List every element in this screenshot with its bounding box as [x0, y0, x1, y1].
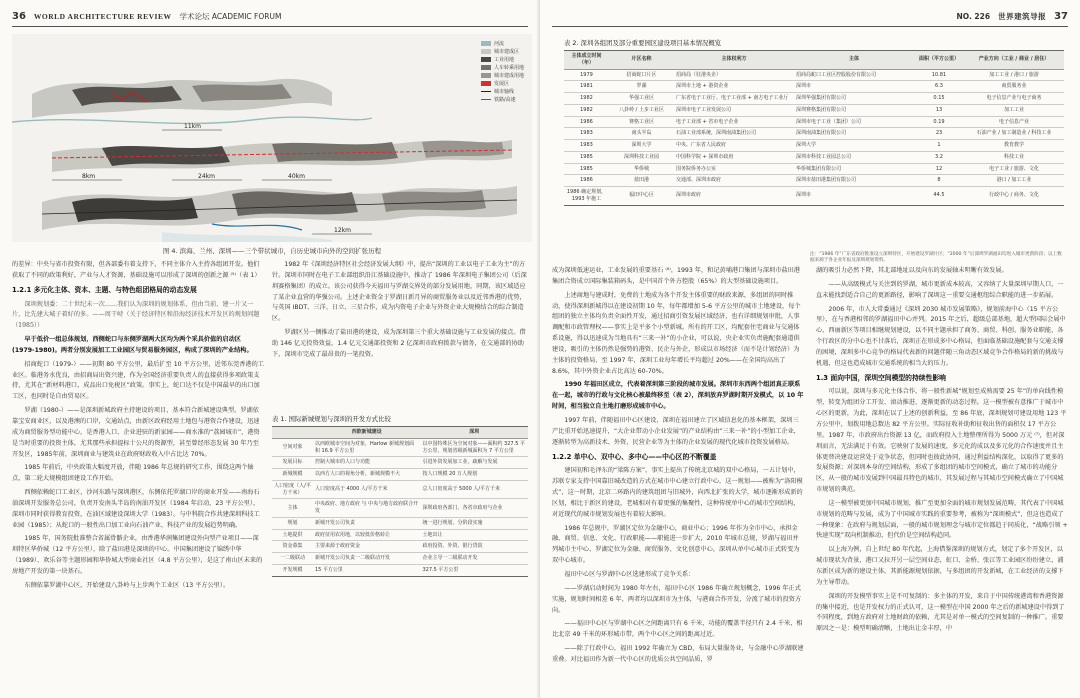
table-1-cell: 以西方人口的视角分析，新城规模不大 [313, 469, 421, 481]
table-2-cell: 八卦岭 / 上步工业区 [609, 104, 674, 116]
scale-label-4: 40km [288, 173, 305, 180]
table-1-header-row [272, 427, 528, 439]
paragraph: 的差异：中央与省市投资有限，但各部委有着支持下，不同主体介入主持各组团开发。他们获取了不同的政策利好，产业与人才资源，基础设施可以形成了深圳的创新之源 ⁽⁵⁾（表 1） [12, 261, 261, 279]
paragraph: ——罗湖启动时间为 1980 年左右，福田中心区 1986 年确立规划概念，1996 年正式实施，规划时间相差 6 年，两者均以深圳市为主体，与港商合作开发，分流了城市的投资方向。 [552, 584, 802, 614]
table-2-cell: 深圳市盐田港集团有限公司 [794, 175, 914, 187]
left-column-1 [12, 260, 264, 694]
table-1-cell: 发展目标 [272, 457, 313, 469]
table-2-cell: 1979 [564, 69, 609, 81]
table-1-cell: 统一进行规划，分阶段实施 [420, 517, 528, 529]
table-2-cell: 中央、广东省人民政府 [674, 140, 794, 152]
table-2-row [564, 163, 1064, 175]
table-1-cell: 新城开发公司负责 [313, 517, 421, 529]
table-1-cell: 引进外资发展加工业，疏解与发展 [420, 457, 528, 469]
table-2-cell: 赛格工业区 [609, 116, 674, 128]
table-2-row [564, 81, 1064, 93]
table-1-header-cell: 西欧新城建设 [313, 427, 421, 439]
table-2-cell: 招商蛇口片区 [609, 69, 674, 81]
table-2-header-cell: 主体权利方 [674, 51, 794, 70]
table-1-header-cell: 深圳 [420, 427, 528, 439]
right-page-number: 37 [1054, 10, 1068, 22]
scale-label-2: 8km [82, 173, 96, 180]
legend-item: 铁路/高速 [493, 97, 516, 103]
table-2-cell: 深圳市科技工业园总公司 [794, 151, 914, 163]
table-1-cell: 总人口密度高于 5000 人/平方千米 [420, 480, 528, 499]
table-2-cell: 1985 [564, 151, 609, 163]
table-1-cell: 以西欧城市空间为对象，Harlow 新城规划面积 16.9 平方公里 [313, 438, 421, 457]
table-2-cell: 1983 [564, 140, 609, 152]
table-2-cell: 电子信息产业 [964, 116, 1064, 128]
table-2 [564, 50, 1064, 206]
table-2-row [564, 93, 1064, 105]
table-2-header-cell: 主体成立时间（年） [564, 51, 609, 70]
table-2-cell: 罗湖 [609, 81, 674, 93]
table-2-cell: 44.5 [914, 187, 964, 206]
table-1-row [272, 564, 528, 576]
legend-item: 工业用地 [493, 57, 514, 63]
paragraph: 上述商地与建成时，免费的土地成为各个开发主体重要的财政来源，多组团的同时推动，使得深圳新城得以在建设初期 10 年，每年都增加 5-6 平方公里的城市土地建设，每个组团的独立主体均负责全面性开发，通过招商引资发展区域经济，也有详细规划审批，人事调配和市政管理权——事实上是平多个小型新城。所有的开工区，均配套住宅商业与交通体系设施，得以迅速成为当地具有“三来一补”的小企业，可以说，央企业实负责施配套通道供建设，吸引的主体仍然是强势的港资、民企与外企，形成以市场经济（而不是计划经济）为主体的投资格局，至 1997 年，深圳工业每年增长平均超过 20%——在全国均高出了 8.6%，其中外资企业占比高达 60-70%。 [552, 291, 801, 375]
table-2-cell: 电子信息产业与电子商务 [964, 93, 1064, 105]
legend-item: 城市建成区 [493, 49, 519, 55]
table-2-row [564, 175, 1064, 187]
paragraph: 深圳的开发模型事实上是不可复制的：多主体的开发，来自于中国传统港湾和香港资源的集中接近，也是开发权力的正式认可，这一模型在中国 2000 年之后的新城建设中得到了不同程度，到地方政府对土地财政的依赖，尤其是对单一模式的空间复制的一种推广。重要原因之一是：模型明确清晰，土地出让金丰厚，中 [816, 592, 1065, 633]
table-2-cell: 中国科学院 + 深圳市政府 [674, 151, 794, 163]
table-1-row [272, 553, 528, 565]
paragraph: ——从高级模式与关注到的罗湖，城市更新成本较高，又容纳了大量深圳早期人口，一直未能找到适合自己的更新路径，影响了深圳这一重要交通枢纽综合职能的进一步拓展。 [816, 280, 1064, 299]
paragraph: 西侧依赖蛇口工业区、沙河东路与深圳港区，东侧依托罗湖口岸的商业开发——南海石油深圳开发服务总公司，负责开发南头半岛的南油开发区（1984 年启动，23 平方公里），深圳市同时获得教育投资，在油区域建设深圳大学（1983）。与中科院合作共建深圳科技工业园（1985）；从蛇口的一般性出口加工业向石油产业、科技产业的发展趋势明确。 [12, 489, 260, 529]
table-2-cell: 行政中心 / 商务、文化 [964, 187, 1064, 206]
legend-item: 城市轴线 [493, 89, 514, 95]
table-2-cell: 深圳科技工业园 [609, 151, 674, 163]
paragraph: ——除了行政中心，福田 1992 年确立为 CBD，布局大量服务业，与金融中心罗湖联建重叠。对比福田作为新一代中心区的优质公共空间品质，罗 [552, 645, 804, 663]
table-2-note: 注：“1986 年”广东省政府批准设立深圳特区，开始建设罗湖片区；“2000 年”后深圳罗湖福田均进入城市更新阶段；以上数据来源于各企业年报及深圳规划资料。 [810, 252, 1062, 264]
paragraph [552, 380, 804, 413]
table-2-cell: 福田中心区 [609, 187, 674, 206]
table-1-cell: 规划 [272, 517, 313, 529]
right-running-head [956, 8, 1068, 24]
right-column-2 [816, 266, 1068, 694]
right-page [540, 0, 1080, 698]
map-svg [12, 34, 532, 242]
table-2-cell: 1986 [564, 175, 609, 187]
table-2-cell: 13 [914, 104, 964, 116]
table-1 [272, 426, 528, 577]
legend-item: 发展区 [493, 81, 509, 87]
table-1-cell: 一二级联动 [272, 553, 313, 565]
section-heading: 1.3 面向中国，深圳空间模型的持续性影响 [816, 373, 946, 382]
left-section-label: 学术论坛 ACADEMIC FORUM [179, 11, 282, 21]
table-2-cell: 教育教学 [964, 140, 1064, 152]
left-head-rule [12, 26, 528, 27]
table-2-cell: 深圳市土地 + 港资企业 [674, 81, 794, 93]
table-2-cell: 电子工业 / 旅游、文化 [964, 163, 1064, 175]
table-2-cell: 12 [914, 163, 964, 175]
table-2-row [564, 187, 1064, 206]
table-1-cell: 企业主导一二级联动开发 [420, 553, 528, 565]
paragraph: 招商蛇口（1979-）——初期 80 平方公里，最后扩至 10 平方公里，近邻东莞香港的工业区。临港务水优良，由招商局出资兴建，作为全国经济重要负责人的直接获得多项政策支持，尤其在“新材料港口，成品出口免税区”政策。事实上，蛇口达不仅是中国最早的出口加工区，也同时是自由贸易区。 [12, 360, 264, 401]
left-column-2 [272, 260, 528, 410]
paragraph: 2006 年，市人大常委通过《深圳 2030 城市发展策略》，规划前海中心（15 平方公里），在与香港相邻的罗湖福田中心并列。2015 年之后，超级总部基地，超大型国际会展中心、西丽新区等项目相继规划建设，以不同主题承担了商务、商贸、科创、服务业职能，各个行政区的分中心也不甘落后，深圳正在形成多中心格局，但面临基础设施配套与交通支撑的困境，深圳多中心竞争的格局代表新的问题伴随三角动态区域竞争合作格局的新的挑战与机遇，但这也造成城市交通系统的相当大的压力。 [816, 305, 1066, 367]
legend-item: 城市建成用地 [493, 73, 524, 79]
table-2-cell: 深圳赛格集团有限公司 [794, 104, 914, 116]
table-1-row [272, 469, 528, 481]
table-2-header-cell: 主体 [794, 51, 914, 70]
paragraph: 1986 年总规中，罗湖区定位为金融中心，商业中心；1996 年作为全市中心，承担金融、商贸、信息、文化、行政职能——职能进一步扩大，2010 年城市总规，罗湖与福田并列城市主中心，罗湖定位为金融、商贸服务、文化创意中心，深圳从单中心城市正式转变为双中心城市。 [552, 524, 800, 565]
paragraph: 东侧依靠罗湖中心区，开始建设八卦岭与上步两个工业区（13 平方公里）。 [24, 581, 230, 589]
scale-label-3: 24km [198, 173, 215, 180]
table-2-cell: 1985 [564, 163, 609, 175]
table-2-header-row [564, 51, 1064, 70]
table-1-row [272, 499, 528, 518]
table-2-cell: 盐田港 [609, 175, 674, 187]
table-2-header-cell: 片区名称 [609, 51, 674, 70]
table-1-row [272, 438, 528, 457]
table-2-cell: 国务院侨务办公室 [674, 163, 794, 175]
table-1-cell: 控制大城市的人口与功能 [313, 457, 421, 469]
table-2-cell: 电子工业部 + 省市电子企业 [674, 116, 794, 128]
table-1-cell: 开发规模 [272, 564, 313, 576]
paragraph: 1997 年前，伴随福田中心区建设，深圳在福田建立了区域信息化的基本框架，深圳三产比重开始迅速提升，“大企业带动小企业发展”的产业结构由“三来一补”的小型加工企业，逐渐转型为高新技术、外资、民营企业等为主体的企业发展的现代化城市投资发展格局。 [552, 416, 800, 446]
table-1-cell: 主要来源于政府资金 [313, 541, 421, 553]
paragraph: 罗湖（1980-）——是深圳新城政府主持建设的项目，基本符合新城建设典型。罗湖依靠宝安商业区，以及港澳的口岸，交通站点，由新区政府经用土地包与港资合作建设，迅速成为商贸服务型功能中心，是香港人口、企业进驻的新家园——商水准的“荔园城市”，港资是当时重要的投资主体，尤其那些承担提标十公尺的资源型，甚至曾经形态发展 30 年乃至开发区，1985年前，深圳商业与建筑业在政府财政收入中占比达 70%。 [12, 407, 260, 458]
table-2-row [564, 116, 1064, 128]
table-2-cell: 招商局蛇口工业区控股股份有限公司 [794, 69, 914, 81]
bold-text: 1990 年福田区成立，代表着深圳第三阶段的城市发展。深圳市东西两个组团真正联系在一起，城市的行政与文化核心被最终移至（表 2），深圳放弃罗湖时期开发模式，以 10 年时间，相当独立自主地打磨形成城市中心。 [552, 381, 804, 411]
table-2-cell: 深圳大学 [609, 140, 674, 152]
table-1-cell: 深圳政府各部门、各省市政府与企业 [420, 499, 528, 518]
table-1-row [272, 529, 528, 541]
table-1-cell: 政府投资、外资、银行贷款 [420, 541, 528, 553]
table-1-row [272, 457, 528, 469]
paragraph: 这一模型被更加中国城市规划，推广至更加全面的城市规划发展范畴，其代表了中国城市规划的范畴与发展，成为了中国城市实践的重要参考，被称为“深圳模式”，但这也造成了一种现象：在政府与规划层面，一般的城市规划理念与城市定位都趋于同质化，“战略引领 + 快速实现”双向机制推动，但代价是空间结构趋同。 [816, 499, 1068, 540]
table-2-cell: 深圳市 [794, 187, 914, 206]
map-caption: 图 4. 滨海、兰州、深圳——三个带状城市，自历史城市向外的空间扩张历程 [162, 247, 382, 255]
paragraph: 可以说，深圳与多元化主体合作，将一般性新城“规划至成熟需要 25 年”的单向线性模型，转变为组团分工开发、滚动推进、逐渐更新的动态过程。这一模型被有意推广于城市中心区的更新，为此，深圳在以了上述的创新利益，至 86 年底，深圳规划可建设用地 123 平方公里中，划拨用地总数达 82 平方公里。实际征收补助和征收出售的面积仅 17 平方公里。1987 年，市政府出台资源 13 亿，而政府投入土地整理所得为 5000 万元 ⁽⁷⁾，但对深圳而言，无法满足于有效。它映射了发展的速度，多元化的成以及多元化的合作速度并且主体更替决建设运营处于竞争状态，但同时也彼此协同，通过利益结构深化，以取得了更多的发展资源；对深圳本身的空间结构，形成了多组团的城市空间模式，确立了城市的功能分区，从一般的城市发展到中国最具特色的城市，其发展过程与其城市空间模式确立了中国城市规划的典范。 [816, 388, 1067, 494]
table-2-cell: 石油工业部系统，深圳南油集团公司 [674, 128, 794, 140]
table-2-row [564, 140, 1064, 152]
table-2-cell: 加工工业 / 港口 / 旅游 [964, 69, 1064, 81]
paragraph: 1982 年《深圳经济特区社会经济发展大纲》中，提出“深圳的工业以电子工业为主”的方针。深圳市同时在电子工业部组织沿江基础设施中，推动了 1986 年深圳电子集团公司（后深圳赛格集团）的成立。该公司获得今天福田与罗湖交界处的部分发展用地，同期，该区域适应了某企业直营的华强公司。上述企业资金于罗湖日新月异的商贸服务业以及近邻香港的优势，与英国 IBDT、三洋、日立、三星合作，成为内资电子企业与外资企业大规模结合的综合制造区。 [272, 261, 527, 323]
table-2-row [564, 104, 1064, 116]
legend-item: 人车转乘用地 [493, 65, 524, 71]
paragraph: 1985 年前后，中央政策大幅度开放，伴随 1986 年总规的研究工作，围绕这两个轴点，第二轮大规模组团建设工作开始。 [12, 464, 254, 483]
table-1-cell: 资金募集 [272, 541, 313, 553]
table-1-title: 表 1. 国际新城规划与深圳的开发方式比较 [272, 415, 391, 423]
table-2-cell: 1 [914, 140, 964, 152]
table-1-cell: 主体 [272, 499, 313, 518]
map-legend [481, 40, 524, 104]
table-2-cell: 港口 / 加工工业 [964, 175, 1064, 187]
table-1-cell: 空间对象 [272, 438, 313, 457]
table-1-cell: 新城规模 [272, 469, 313, 481]
table-2-cell: 深圳华强集团有限公司 [794, 93, 914, 105]
table-1-cell: 中央政府、地方政府 与 中央与地方政府联合开发 [313, 499, 421, 518]
table-2-cell: 交通部、深圳市政府 [674, 175, 794, 187]
table-2-cell: 1986 确定规划，1993 年施工 [564, 187, 609, 206]
table-2-cell: 加工工业 [964, 104, 1064, 116]
table-2-cell: 华侨城 [609, 163, 674, 175]
paragraph: 建国初和毛泽东的“梁陈方案”，事实上提出了传统北京城的双中心格局，一五计划中，苏联专家支持中国靠旧城改造的方式在城市中心建立行政中心，这一规划——被称为“洛阳模式”，这一时期，北京二环路内的建筑组团与旧城外，向西北扩张的大学，城市逐渐形成新的区划，相比于新区的建设，老城相对有着更强的集聚性，这种传统单中心的城市空间结构，对近现代的城市规划发展也有着较大影响。 [552, 467, 803, 518]
table-2-header-cell: 产业方向（工业 / 商业 / 居住） [964, 51, 1064, 70]
table-1-cell: 政府征用农用地，以较低价格转让 [313, 529, 421, 541]
paragraph: ——福田中心区与罗湖中心区之间距离只有 6 千米，功能的覆盖半径只有 2.4 千米，相比北京 49 千米的环形城市带，两个中心区之间的距离过近。 [552, 620, 803, 639]
table-2-cell: 1982 [564, 93, 609, 105]
table-2-row [564, 151, 1064, 163]
table-2-cell: 深圳市 [794, 81, 914, 93]
paragraph: 1985 年，国务院批准整合省属骨骼企业，由香港华润集团建设外向型产业项目——深圳特区华侨城（12 平方公里），除了盐田港是深圳的中心。中国集团建设了锦绣中华（1989）、欢乐谷等主题形园和华侨城大型商业社区（4.8 平方公里），是这了南山区未来的房地产开发的第一块基石。 [12, 535, 263, 575]
table-2-cell: 1983 [564, 128, 609, 140]
table-2-cell: 深圳市电子工业发展公司 [674, 104, 794, 116]
table-2-cell: 广东省电子工业厅、电子工业部 + 南方电子工业厅 [674, 93, 794, 105]
right-head-rule [552, 26, 1068, 27]
paragraph: 以上海为例，自上世纪 80 年代起，上海借鉴深圳的规划方式，划定了多个开发区，以城市现状为背景，港口又拉开另一层空间业态，虹口、金桥、张江等工业园区纷纷建立，浦东新区成为新的建设主体，其新能源规划依据，与多组团的开发新城，在工业经济的支撑下为主导带动。 [816, 546, 1064, 586]
table-2-cell: 0.19 [914, 116, 964, 128]
table-2-cell: 23 [914, 128, 964, 140]
quote-block: 深圳规划委：二十世纪末一次……我们认为深圳的规划体系，但由当前、建一片又一片，比先建大城子着好的多。——周干峙（关于经济特区和沿海经济技术开发区的规划问题（1985）） [12, 300, 260, 330]
scale-label-5: 12km [334, 227, 351, 234]
table-2-cell: 招商局（驻港央企） [674, 69, 794, 81]
table-2-cell: 华侨城集团有限公司 [794, 163, 914, 175]
table-2-cell: 1981 [564, 81, 609, 93]
section-heading: 1.2.2 单中心、双中心、多中心——中心区的不断覆盖 [552, 452, 717, 461]
table-1-cell: 按人口规模 20 万人规划 [420, 469, 528, 481]
table-2-cell: 0.15 [914, 93, 964, 105]
map-figure [12, 34, 532, 242]
table-1-cell: 人口密度（人/平方千米） [272, 480, 313, 499]
table-1-cell: 327.5 平方公里 [420, 564, 528, 576]
left-magazine-title: WORLD ARCHITECTURE REVIEW [33, 11, 172, 21]
scale-label-1: 11km [184, 123, 201, 130]
table-2-cell: 10.81 [914, 69, 964, 81]
paragraph: 成为深圳低速运业，工业发展的重要基石 ⁽⁶⁾，1993 年，和记黄埔港口集团与深圳市盐田港集团合资成立国际集装箱码头，是中国首个外方控股（65%）的大型基础设施项目。 [552, 267, 800, 285]
table-1-row [272, 517, 528, 529]
table-2-cell: 深圳市电子工业（集团）公司 [794, 116, 914, 128]
table-2-cell: 科技工业 [964, 151, 1064, 163]
right-column-1 [552, 266, 804, 694]
table-2-cell: 深圳市政府 [674, 187, 794, 206]
table-2-header-cell: 面积（平方公里） [914, 51, 964, 70]
table-1-header-cell [272, 427, 313, 439]
table-2-cell: 1982 [564, 104, 609, 116]
legend-item: 河流 [493, 41, 504, 47]
table-2-cell: 华强工业区 [609, 93, 674, 105]
right-magazine-title: 世界建筑导报 [998, 11, 1047, 21]
table-2-cell: 6.3 [914, 81, 964, 93]
table-1-row [272, 541, 528, 553]
table-2-cell: 商贸服务业 [964, 81, 1064, 93]
table-1-cell: 以中国特殊区为空间对象——面积约 327.5 平方公里，规划省级新城面积为 7 平方公里 [420, 438, 528, 457]
section-heading: 1.2.1 多元化主体、资本、主题、与特色组团格局的动态发展 [12, 285, 197, 294]
table-1-cell: 15 平方公里 [313, 564, 421, 576]
table-2-cell: 深圳南油集团有限公司 [794, 128, 914, 140]
left-page-number: 36 [12, 10, 26, 22]
paragraph: 福田中心区与罗湖中心区选建形成了竞争关系： [564, 570, 695, 578]
table-1-cell: 土地出让 [420, 529, 528, 541]
issue-number: NO. 226 [956, 11, 991, 21]
table-2-title: 表 2. 深圳各组团及部分重要园区建设项目基本情况概览 [564, 39, 722, 47]
paragraph: 罗湖区另一侧推动了盐田港的建设，成为深圳第三个重大基础设施与工业发展的接点。借助 146 亿元投资效益，1.4 亿元交通部投资和 2 亿深圳市政府拨款与债务，在交通部的协助下，深圳市完成了最昂贵的一笔投资。 [272, 329, 526, 358]
table-2-cell: 深圳大学 [794, 140, 914, 152]
table-2-cell: 南头半岛 [609, 128, 674, 140]
table-1-row [272, 480, 528, 499]
bold-text: 早于低价一组总体规划，西侧蛇口与东侧罗湖两大区均为两个采具价值的启动区 (1979-1980)。两者分别发展加工工业园区与贸易服务园区，构成了深圳的产业结构。 [12, 336, 253, 354]
table-1-cell: 新城开发公司负责一二级联动开发 [313, 553, 421, 565]
table-2-row [564, 69, 1064, 81]
table-2-cell: 8 [914, 175, 964, 187]
table-2-cell: 1986 [564, 116, 609, 128]
paragraph: 湖的吸引力必然下降，其北部地址以及向东的发展轴未明晰有效发展。 [816, 267, 1008, 274]
table-2-cell: 石油产业 / 加工制造业 / 科技工业 [964, 128, 1064, 140]
left-running-head [12, 8, 281, 24]
table-1-cell: 人口密度高于 4000 人/平方千米 [313, 480, 421, 499]
table-2-cell: 3.2 [914, 151, 964, 163]
paragraph [12, 335, 264, 357]
table-2-row [564, 128, 1064, 140]
table-1-cell: 土地提供 [272, 529, 313, 541]
